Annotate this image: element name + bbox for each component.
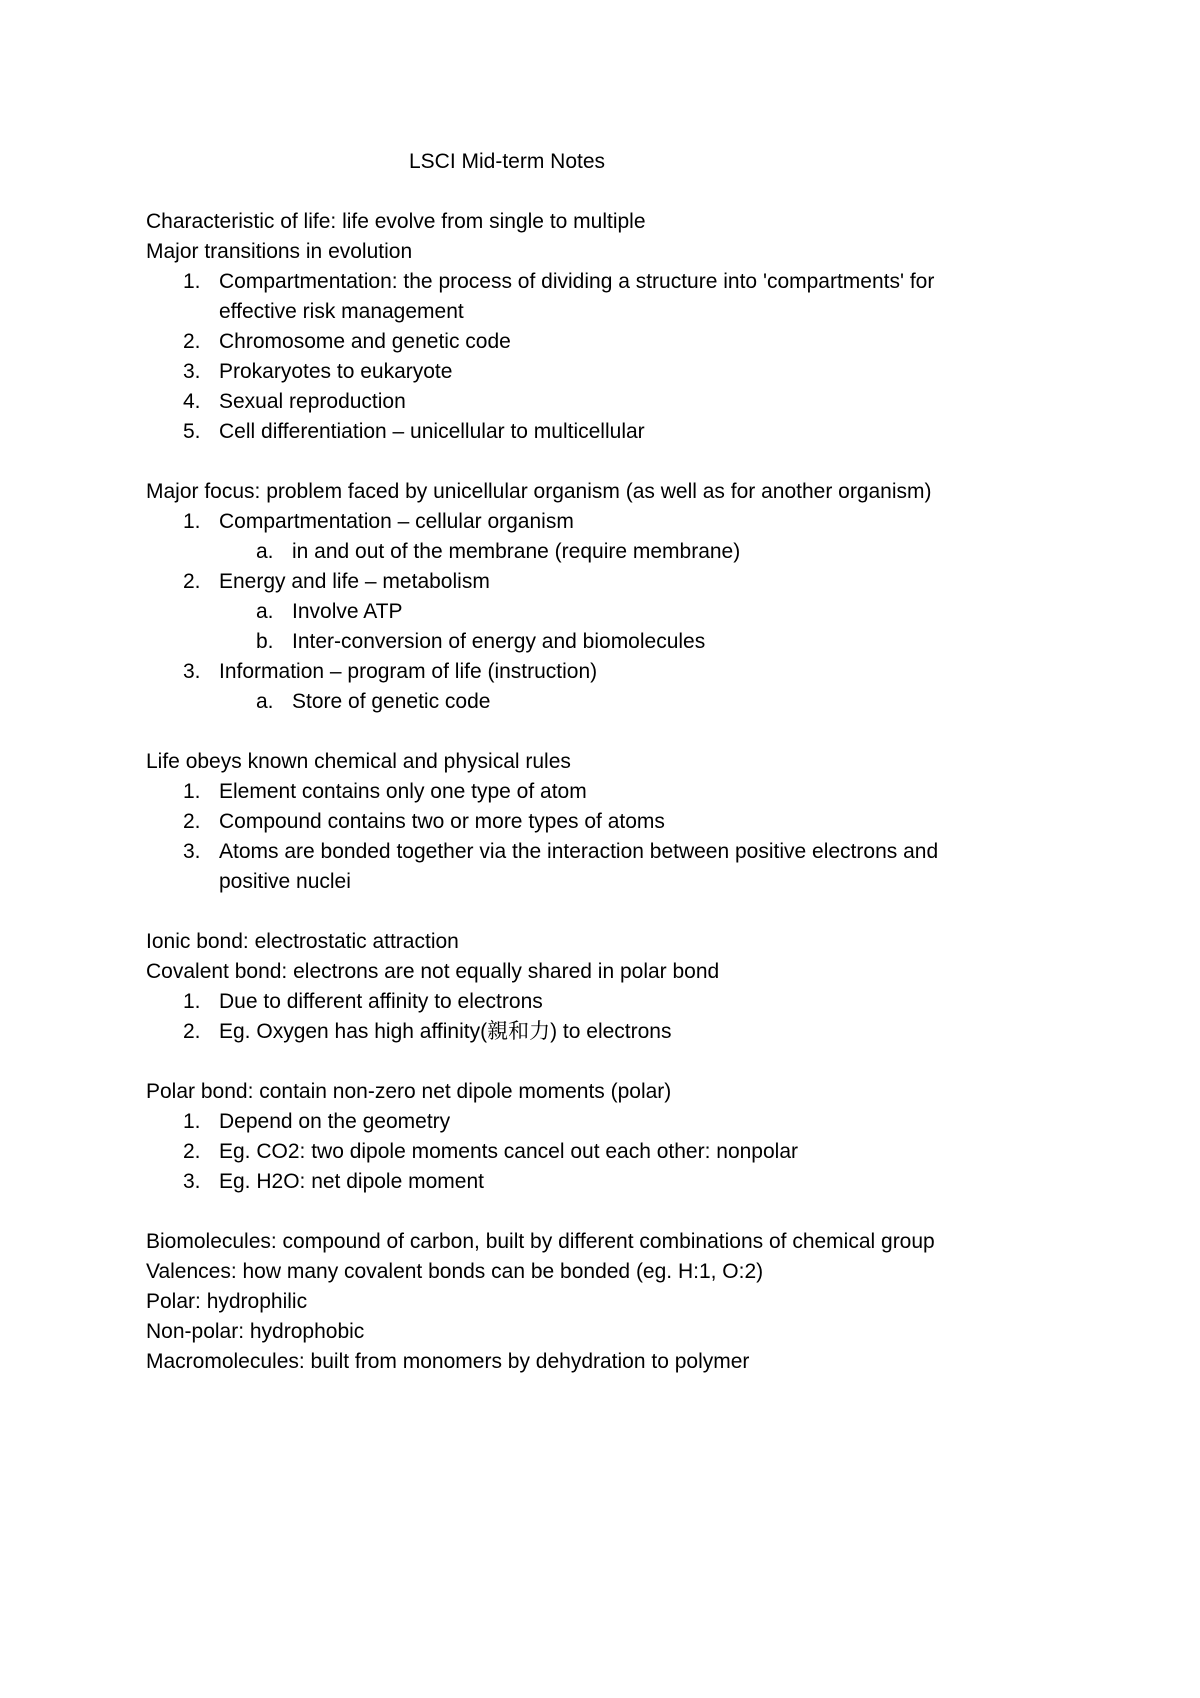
section-heading: Major focus: problem faced by unicellular organism (as well as for another organism) <box>146 480 932 503</box>
list-item <box>146 1167 1026 1197</box>
list-item <box>146 327 1026 357</box>
list-text: Sexual reproduction <box>219 390 406 413</box>
list-item <box>146 777 1026 807</box>
list-text: Depend on the geometry <box>219 1110 451 1133</box>
list-number: 2. <box>183 570 201 593</box>
sub-list-letter: a. <box>256 690 274 713</box>
spacer <box>146 177 1026 207</box>
paragraph-line: Macromolecules: built from monomers by dehydration to polymer <box>146 1350 750 1373</box>
spacer <box>146 447 1026 477</box>
list-text: Atoms are bonded together via the interaction between positive electrons and <box>219 840 939 863</box>
list-number: 2. <box>183 1020 201 1043</box>
list-text: Compartmentation: the process of dividing a structure into 'compartments' for <box>219 270 935 293</box>
sub-list-letter: a. <box>256 600 274 623</box>
list-item <box>146 567 1026 597</box>
list-text: Element contains only one type of atom <box>219 780 587 803</box>
list-item <box>146 357 1026 387</box>
list-text: Cell differentiation – unicellular to multicellular <box>219 420 645 443</box>
spacer <box>146 1197 1026 1227</box>
notes-content <box>146 147 1026 1377</box>
sub-list-item <box>146 687 1026 717</box>
paragraph-line: Non-polar: hydrophobic <box>146 1320 365 1343</box>
list-number: 1. <box>183 990 201 1013</box>
list-item <box>146 387 1026 417</box>
list-number: 5. <box>183 420 201 443</box>
list-number: 2. <box>183 810 201 833</box>
section-heading: Polar bond: contain non-zero net dipole moments (polar) <box>146 1080 672 1103</box>
list-number: 2. <box>183 1140 201 1163</box>
list-item <box>146 417 1026 447</box>
list-text: Eg. CO2: two dipole moments cancel out each other: nonpolar <box>219 1140 798 1163</box>
list-text: Due to different affinity to electrons <box>219 990 543 1013</box>
list-number: 2. <box>183 330 201 353</box>
list-text: Energy and life – metabolism <box>219 570 490 593</box>
spacer <box>146 717 1026 747</box>
list-item <box>146 1107 1026 1137</box>
list-item <box>146 807 1026 837</box>
sub-list-text: Store of genetic code <box>292 690 491 713</box>
spacer <box>146 897 1026 927</box>
sub-list-text: Involve ATP <box>292 600 403 623</box>
list-text: Eg. Oxygen has high affinity(親和力) to electrons <box>219 1020 672 1043</box>
list-text: Chromosome and genetic code <box>219 330 511 353</box>
list-item <box>146 507 1026 537</box>
paragraph-line: Polar: hydrophilic <box>146 1290 308 1313</box>
list-number: 1. <box>183 780 201 803</box>
paragraph-line: Characteristic of life: life evolve from single to multiple <box>146 210 646 233</box>
list-item-continuation: effective risk management <box>219 300 464 323</box>
list-number: 1. <box>183 510 201 533</box>
list-number: 3. <box>183 1170 201 1193</box>
list-item <box>146 267 1026 297</box>
list-text: Eg. H2O: net dipole moment <box>219 1170 484 1193</box>
list-number: 1. <box>183 1110 201 1133</box>
list-number: 4. <box>183 390 201 413</box>
sub-list-text: Inter-conversion of energy and biomolecules <box>292 630 706 653</box>
list-item <box>146 837 1026 867</box>
list-item <box>146 1017 1026 1047</box>
list-item <box>146 657 1026 687</box>
list-item <box>146 1137 1026 1167</box>
sub-list-item <box>146 537 1026 567</box>
page-title: LSCI Mid-term Notes <box>408 150 606 173</box>
sub-list-text: in and out of the membrane (require membrane) <box>292 540 741 563</box>
list-number: 1. <box>183 270 201 293</box>
list-text: Compound contains two or more types of atoms <box>219 810 665 833</box>
sub-list-letter: b. <box>256 630 274 653</box>
paragraph-line: Ionic bond: electrostatic attraction <box>146 930 459 953</box>
paragraph-line: Valences: how many covalent bonds can be bonded (eg. H:1, O:2) <box>146 1260 764 1283</box>
sub-list-item <box>146 597 1026 627</box>
list-number: 3. <box>183 360 201 383</box>
paragraph-line: Biomolecules: compound of carbon, built by different combinations of chemical group <box>146 1230 935 1253</box>
list-number: 3. <box>183 840 201 863</box>
paragraph-line: Major transitions in evolution <box>146 240 413 263</box>
list-text: Prokaryotes to eukaryote <box>219 360 453 383</box>
list-item-continuation: positive nuclei <box>219 870 351 893</box>
sub-list-item <box>146 627 1026 657</box>
list-item <box>146 987 1026 1017</box>
paragraph-line: Covalent bond: electrons are not equally shared in polar bond <box>146 960 720 983</box>
sub-list-letter: a. <box>256 540 274 563</box>
list-number: 3. <box>183 660 201 683</box>
list-text: Information – program of life (instruction) <box>219 660 598 683</box>
list-text: Compartmentation – cellular organism <box>219 510 574 533</box>
spacer <box>146 1047 1026 1077</box>
section-heading: Life obeys known chemical and physical rules <box>146 750 571 773</box>
